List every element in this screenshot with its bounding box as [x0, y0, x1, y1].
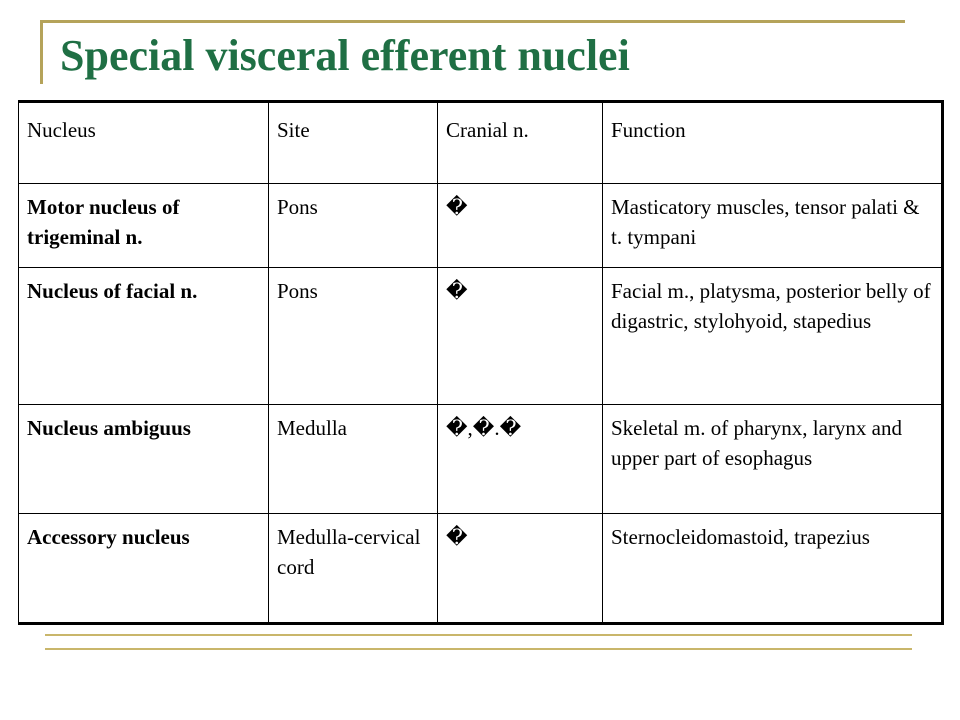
table-row	[19, 514, 943, 624]
header-cranial-nerve: Cranial n.	[438, 102, 603, 184]
nuclei-table	[18, 100, 944, 625]
cell-site: Medulla-cervical cord	[269, 514, 438, 624]
cell-function: Skeletal m. of pharynx, larynx and upper part of esophagus	[603, 405, 943, 514]
cell-nucleus: Nucleus of facial n.	[19, 268, 269, 405]
decorative-top-rule	[40, 20, 905, 23]
decorative-bottom-rule	[45, 634, 912, 636]
cell-function: Masticatory muscles, tensor palati & t. tympani	[603, 184, 943, 268]
decorative-bottom-rule	[45, 648, 912, 650]
cell-cranial-nerve: �	[438, 268, 603, 405]
cell-nucleus: Accessory nucleus	[19, 514, 269, 624]
header-function: Function	[603, 102, 943, 184]
slide-title: Special visceral efferent nuclei	[60, 31, 630, 80]
cell-nucleus: Nucleus ambiguus	[19, 405, 269, 514]
header-site: Site	[269, 102, 438, 184]
table-header-row	[19, 102, 943, 184]
cell-site: Pons	[269, 184, 438, 268]
cell-nucleus: Motor nucleus of trigeminal n.	[19, 184, 269, 268]
table-row	[19, 268, 943, 405]
header-nucleus: Nucleus	[19, 102, 269, 184]
cell-site: Medulla	[269, 405, 438, 514]
cell-cranial-nerve: �	[438, 184, 603, 268]
cell-site: Pons	[269, 268, 438, 405]
cell-function: Sternocleidomastoid, trapezius	[603, 514, 943, 624]
table-row	[19, 184, 943, 268]
decorative-left-rule	[40, 20, 43, 84]
cell-cranial-nerve: �,�.�	[438, 405, 603, 514]
cell-function: Facial m., platysma, posterior belly of digastric, stylohyoid, stapedius	[603, 268, 943, 405]
cell-cranial-nerve: �	[438, 514, 603, 624]
table-row	[19, 405, 943, 514]
